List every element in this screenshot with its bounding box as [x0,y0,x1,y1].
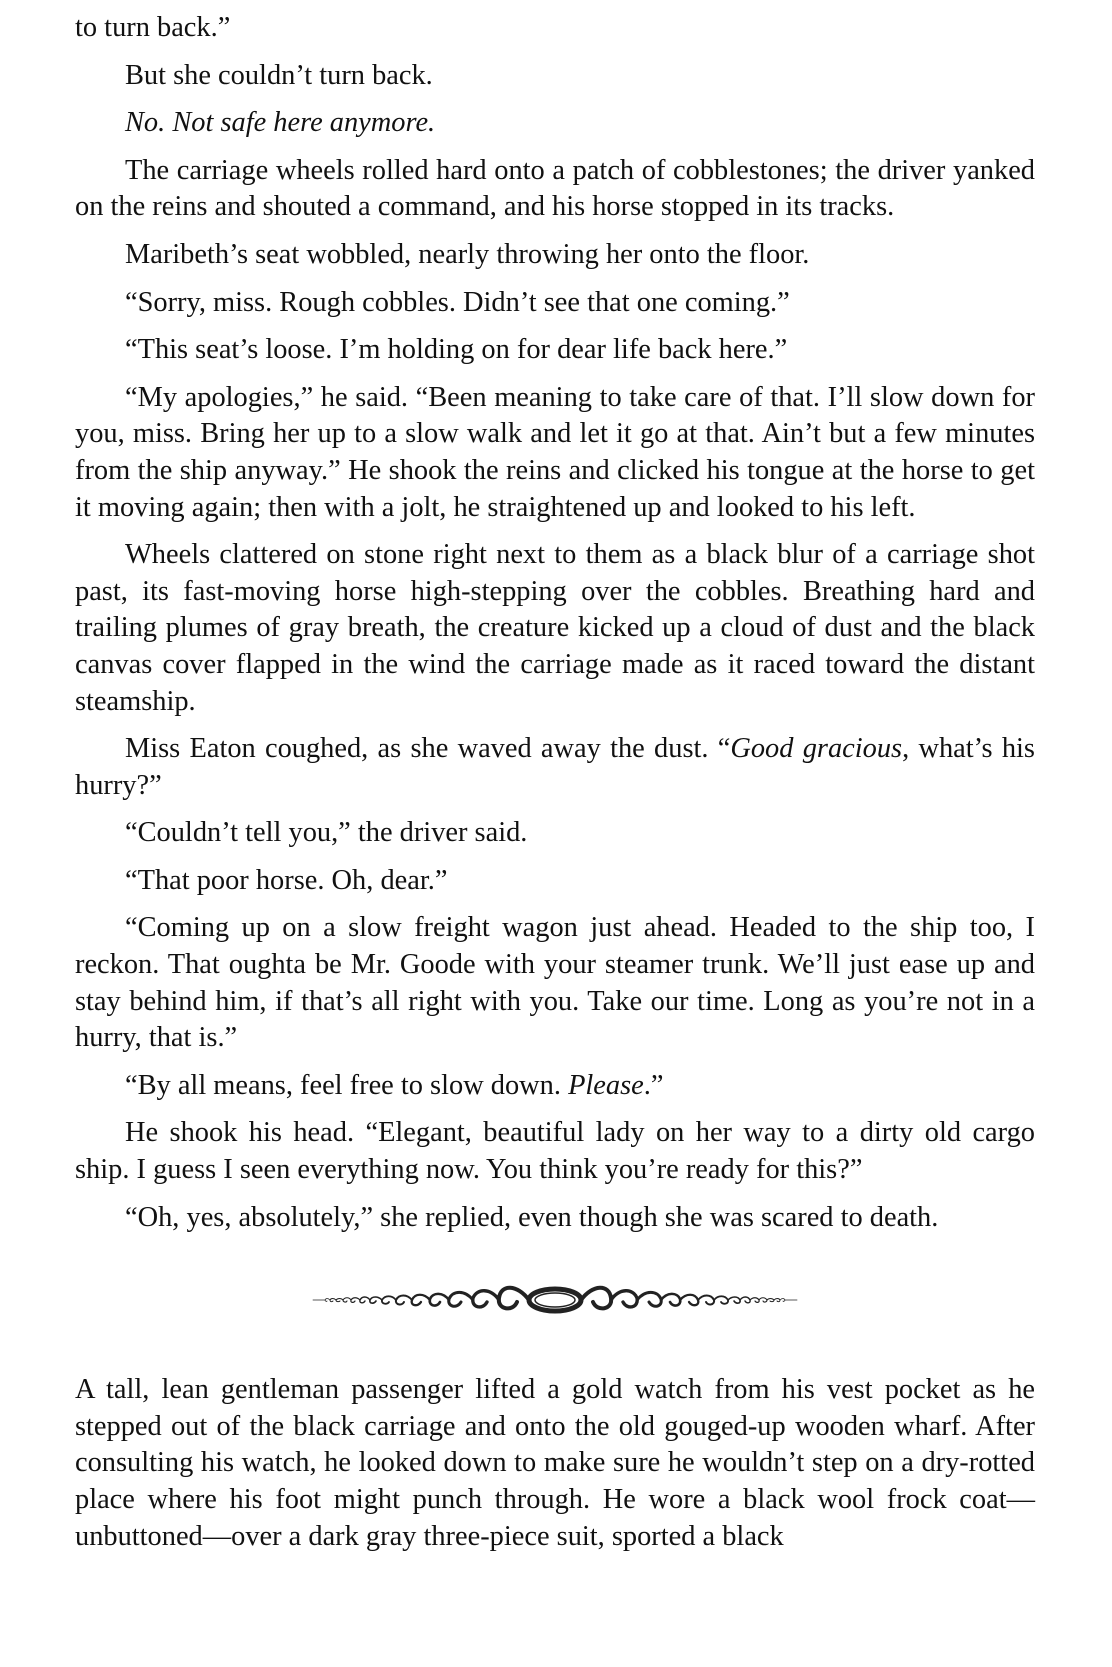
text-run: Maribeth’s seat wobbled, nearly throwing her onto the floor. [125,238,810,270]
italic-text: No. Not safe here anymore. [125,107,436,139]
paragraph [75,105,1035,142]
text-run: “My apologies,” he said. “Been meaning to take care of that. I’ll slow down for you, miss. Bring her up to a slow walk and let it go at that. Ain’t but a few minutes from the ship anyway.” He shook the reins and clicked his tongue at the horse to get it moving again; then with a jolt, he straightened up and looked to his left. [75,381,1035,523]
paragraph [75,910,1035,1056]
paragraph [75,1068,1035,1105]
text-run: But she couldn’t turn back. [125,59,433,91]
text-run: The carriage wheels rolled hard onto a patch of cobblestones; the driver yanked on the reins and shouted a command, and his horse stopped in its tracks. [75,154,1035,223]
paragraph [75,332,1035,369]
paragraph [75,58,1035,95]
paragraph [75,1200,1035,1237]
text-run: to turn back.” [75,12,231,43]
paragraph [75,380,1035,526]
paragraph [75,237,1035,274]
paragraph [75,153,1035,226]
text-run: He shook his head. “Elegant, beautiful lady on her way to a dirty old cargo ship. I guess I seen everything now. You think you’re ready for this?” [75,1117,1035,1186]
paragraph [75,731,1035,804]
paragraph [75,815,1035,852]
text-run: , what’s his hurry?” [75,733,1035,801]
text-run: “Oh, yes, absolutely,” she replied, even though she was scared to death. [125,1201,939,1233]
text-run: Miss Eaton coughed, as she waved away the dust. “ [125,733,731,765]
paragraph [75,10,1035,47]
text-run: “Couldn’t tell you,” the driver said. [125,817,528,849]
text-run: “Sorry, miss. Rough cobbles. Didn’t see that one coming.” [125,286,790,318]
text-run: “This seat’s loose. I’m holding on for dear life back here.” [125,334,788,366]
paragraph [75,863,1035,900]
text-run: “That poor horse. Oh, dear.” [125,864,448,896]
italic-text: Good gracious [730,733,903,765]
text-section-before-break [75,10,1035,1236]
book-page [75,10,1035,1566]
section-break [75,1258,1035,1342]
text-run: .” [643,1069,664,1101]
scroll-flourish-divider-icon [255,1270,855,1330]
paragraph [75,285,1035,322]
text-run: Wheels clattered on stone right next to them as a black blur of a carriage shot past, its fast-moving horse high-stepping over the cobbles. Breathing hard and trailing plumes of gray breath, the creature kicked up a cloud of dust and the black canvas cover flapped in the wind the carriage made as it raced toward the distant steamship. [75,539,1035,717]
text-run: “By all means, feel free to slow down. [125,1069,569,1101]
paragraph [75,1115,1035,1188]
italic-text: Please [568,1069,644,1101]
text-section-after-break [75,1372,1035,1555]
paragraph [75,1372,1035,1555]
text-run: “Coming up on a slow freight wagon just ahead. Headed to the ship too, I reckon. That oughta be Mr. Goode with your steamer trunk. We’ll just ease up and stay behind him, if that’s all right with you. Take our time. Long as you’re not in a hurry, that is.” [75,912,1035,1054]
paragraph [75,537,1035,720]
text-run: A tall, lean gentleman passenger lifted a gold watch from his vest pocket as he stepped out of the black carriage and onto the old gouged-up wooden wharf. After consulting his watch, he looked down to make sure he wouldn’t step on a dry-rotted place where his foot might punch through. He wore a black wool frock coat—unbuttoned—over a dark gray three-piece suit, sported a black [75,1374,1035,1552]
